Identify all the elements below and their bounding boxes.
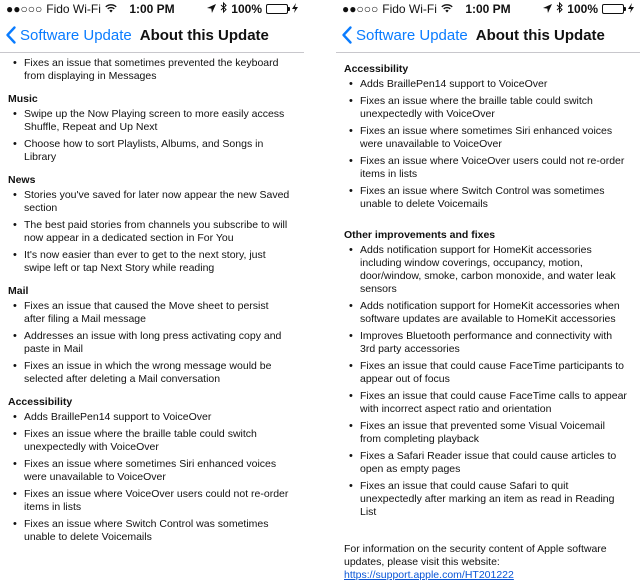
battery-percent: 100%: [231, 2, 262, 16]
update-notes: [336, 53, 640, 582]
list-item: • Improves Bluetooth performance and connectivity with 3rd party accessories: [344, 330, 628, 356]
list-item: • Fixes a Safari Reader issue that could cause articles to open as empty pages: [344, 450, 628, 476]
list-item: • Choose how to sort Playlists, Albums, and Songs in Library: [8, 138, 292, 164]
back-button-label: Software Update: [356, 26, 468, 44]
list-item: • Fixes an issue that could cause FaceTime calls to appear with incorrect aspect ratio and orientation: [344, 390, 628, 416]
list-item: • Fixes an issue where Switch Control was sometimes unable to delete Voicemails: [344, 185, 628, 211]
list-item: • Fixes an issue that prevented some Visual Voicemail from completing playback: [344, 420, 628, 446]
back-button-label: Software Update: [20, 26, 132, 44]
signal-strength: ●●○○○: [6, 2, 43, 16]
list-item: • Adds notification support for HomeKit accessories when software updates are available to HomeKit accessories: [344, 300, 628, 326]
list-item: • Fixes an issue that caused the Move sheet to persist after filing a Mail message: [8, 300, 292, 326]
list-item: • Adds BraillePen14 support to VoiceOver: [8, 411, 292, 424]
list-item: • Fixes an issue where the braille table could switch unexpectedly with VoiceOver: [8, 428, 292, 454]
list-item: • Stories you've saved for later now appear the new Saved section: [8, 189, 292, 215]
list-item: • Fixes an issue where Switch Control was sometimes unable to delete Voicemails: [8, 518, 292, 544]
page-title: About this Update: [475, 26, 605, 44]
charging-icon: [628, 2, 634, 16]
list-item: • Fixes an issue where sometimes Siri enhanced voices were unavailable to VoiceOver: [344, 125, 628, 151]
list-item: • Fixes an issue that sometimes prevented the keyboard from displaying in Messages: [8, 57, 292, 83]
section-list: [344, 244, 628, 519]
section-list: [8, 189, 292, 275]
bluetooth-icon: [220, 2, 227, 16]
page-title: About this Update: [139, 26, 269, 44]
list-item: • Addresses an issue with long press activating copy and paste in Mail: [8, 330, 292, 356]
section-list: [344, 78, 628, 211]
list-item: • Fixes an issue in which the wrong message would be selected after deleting a Mail conversation: [8, 360, 292, 386]
update-notes: [0, 53, 304, 544]
carrier-name: Fido Wi-Fi: [382, 2, 437, 16]
list-item: • It's now easier than ever to get to the next story, just swipe left or tap Next Story while reading: [8, 249, 292, 275]
section-list: [8, 108, 292, 164]
section-list: [8, 411, 292, 544]
navigation-bar: [336, 18, 640, 53]
list-item: • Fixes an issue that could cause FaceTime participants to appear out of focus: [344, 360, 628, 386]
location-icon: [543, 2, 552, 16]
section-title: Mail: [8, 285, 29, 297]
section-title: Music: [8, 93, 38, 105]
wifi-icon: [105, 2, 117, 16]
bluetooth-icon: [556, 2, 563, 16]
section-list: [8, 300, 292, 386]
section-title: Other improvements and fixes: [344, 229, 496, 241]
section-title: Accessibility: [8, 396, 73, 408]
battery-icon: [266, 4, 288, 14]
back-button[interactable]: [6, 26, 132, 44]
carrier-name: Fido Wi-Fi: [46, 2, 101, 16]
section-title: Accessibility: [344, 63, 409, 75]
navigation-bar: [0, 18, 304, 53]
signal-strength: ●●○○○: [342, 2, 379, 16]
charging-icon: [292, 2, 298, 16]
list-item: • Swipe up the Now Playing screen to more easily access Shuffle, Repeat and Up Next: [8, 108, 292, 134]
battery-icon: [602, 4, 624, 14]
chevron-left-icon: [6, 26, 16, 44]
wifi-icon: [441, 2, 453, 16]
list-item: • Fixes an issue that could cause Safari to quit unexpectedly after marking an item as read in Reading List: [344, 480, 628, 519]
list-item: • Adds BraillePen14 support to VoiceOver: [344, 78, 628, 91]
phone-screen-left: [0, 0, 304, 543]
list-item: • Adds notification support for HomeKit accessories including window coverings, occupancy, motion, door/window, smoke, carbon monoxide, and water leak sensors: [344, 244, 628, 296]
security-info-text: [344, 543, 628, 582]
back-button[interactable]: [342, 26, 468, 44]
status-time: 1:00 PM: [465, 2, 511, 16]
status-time: 1:00 PM: [129, 2, 175, 16]
chevron-left-icon: [342, 26, 352, 44]
list-item: • Fixes an issue where sometimes Siri enhanced voices were unavailable to VoiceOver: [8, 458, 292, 484]
phone-screen-right: [336, 0, 640, 581]
location-icon: [207, 2, 216, 16]
security-info-link[interactable]: https://support.apple.com/HT201222: [344, 569, 514, 581]
list-item: • Fixes an issue where VoiceOver users could not re-order items in lists: [344, 155, 628, 181]
list-item: • Fixes an issue where VoiceOver users could not re-order items in lists: [8, 488, 292, 514]
status-bar: [336, 0, 640, 18]
section-title: News: [8, 174, 36, 186]
list-item: • Fixes an issue where the braille table could switch unexpectedly with VoiceOver: [344, 95, 628, 121]
list-item: • The best paid stories from channels you subscribe to will now appear in a dedicated section in For You: [8, 219, 292, 245]
intro-list: [8, 57, 292, 83]
battery-percent: 100%: [567, 2, 598, 16]
status-bar: [0, 0, 304, 18]
security-info-label: For information on the security content of Apple software updates, please visit this website:: [344, 543, 607, 568]
